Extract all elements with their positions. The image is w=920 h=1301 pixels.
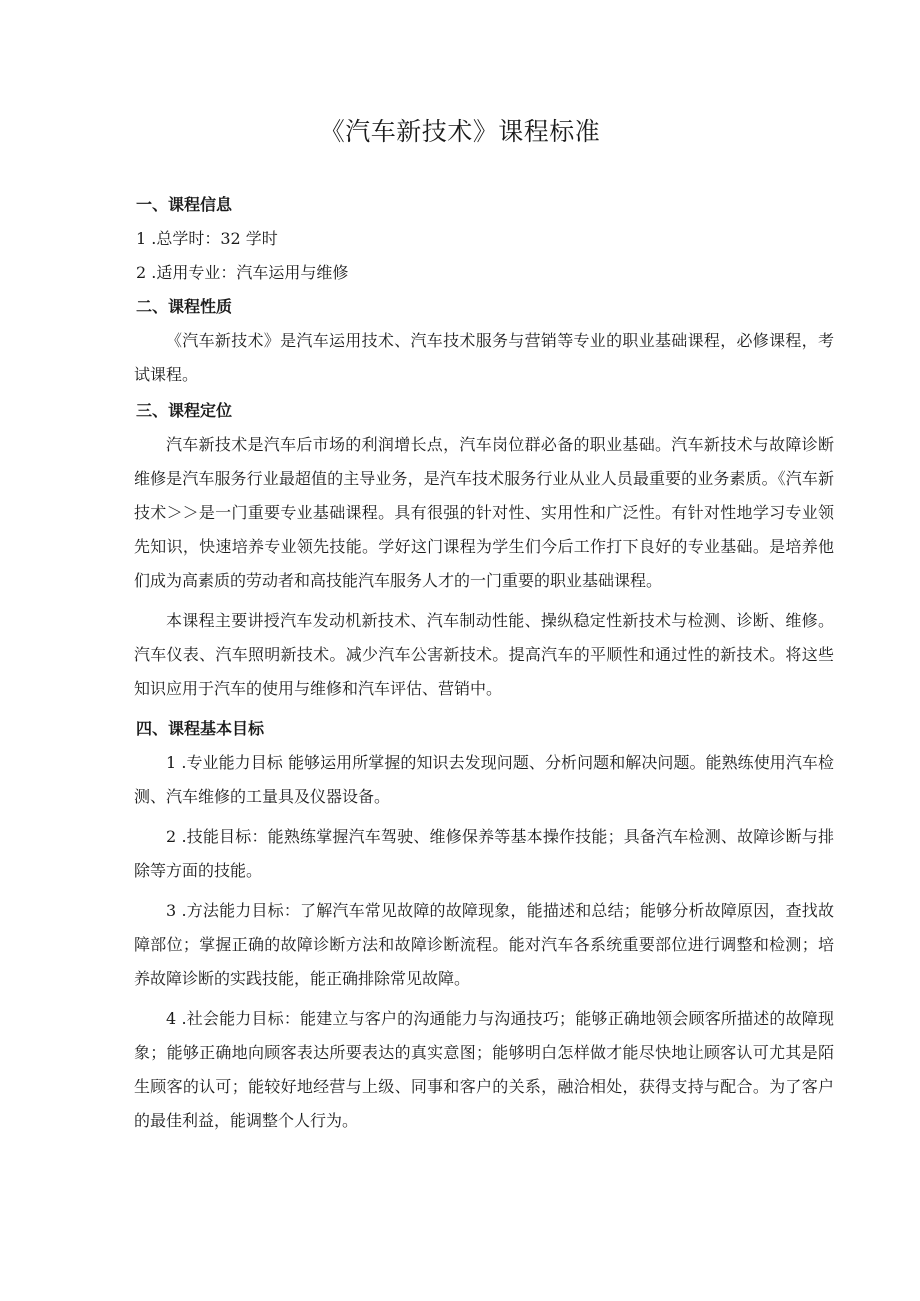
goal-social-ability: 4 .社会能力目标：能建立与客户的沟通能力与沟通技巧；能够正确地领会顾客所描述的故障现象；能够正确地向顾客表达所要表达的真实意图；能够明白怎样做才能尽快地让顾客认可尤其是陌生顾客的认可；能较好地经营与上级、同事和客户的关系，融洽相处，获得支持与配合。为了客户的最佳利益，能调整个人行为。 bbox=[134, 1009, 834, 1130]
course-nature-paragraph: 《汽车新技术》是汽车运用技术、汽车技术服务与营销等专业的职业基础课程，必修课程，考试课程。 bbox=[134, 331, 834, 384]
document-title: 《汽车新技术》课程标准 bbox=[319, 117, 601, 146]
section-heading-course-info: 一、课程信息 bbox=[136, 195, 233, 214]
goal-professional-ability: 1 .专业能力目标 能够运用所掌握的知识去发现问题、分析问题和解决问题。能熟练使用汽车检测、汽车维修的工量具及仪器设备。 bbox=[134, 753, 834, 806]
goal-method-ability: 3 .方法能力目标：了解汽车常见故障的故障现象，能描述和总结；能够分析故障原因，查找故障部位；掌握正确的故障诊断方法和故障诊断流程。能对汽车各系统重要部位进行调整和检测；培养故障诊断的实践技能，能正确排除常见故障。 bbox=[134, 901, 834, 988]
section-heading-course-positioning: 三、课程定位 bbox=[136, 401, 233, 420]
course-positioning-paragraph-1: 汽车新技术是汽车后市场的利润增长点，汽车岗位群必备的职业基础。汽车新技术与故障诊断维修是汽车服务行业最超值的主导业务，是汽车技术服务行业从业人员最重要的业务素质。《汽车新技术＞＞是一门重要专业基础课程。具有很强的针对性、实用性和广泛性。有针对性地学习专业领先知识，快速培养专业领先技能。学好这门课程为学生们今后工作打下良好的专业基础。是培养他们成为高素质的劳动者和高技能汽车服务人才的一门重要的职业基础课程。 bbox=[134, 435, 834, 590]
course-info-major: 2 .适用专业：汽车运用与维修 bbox=[136, 263, 349, 282]
section-heading-course-goals: 四、课程基本目标 bbox=[136, 719, 265, 738]
section-heading-course-nature: 二、课程性质 bbox=[136, 297, 233, 316]
course-info-hours: 1 .总学时：32 学时 bbox=[136, 229, 278, 248]
course-positioning-paragraph-2: 本课程主要讲授汽车发动机新技术、汽车制动性能、操纵稳定性新技术与检测、诊断、维修。汽车仪表、汽车照明新技术。减少汽车公害新技术。提高汽车的平顺性和通过性的新技术。将这些知识应用于汽车的使用与维修和汽车评估、营销中。 bbox=[134, 611, 834, 698]
document-body bbox=[134, 188, 834, 1144]
goal-skills: 2 .技能目标：能熟练掌握汽车驾驶、维修保养等基本操作技能；具备汽车检测、故障诊断与排除等方面的技能。 bbox=[134, 827, 834, 880]
